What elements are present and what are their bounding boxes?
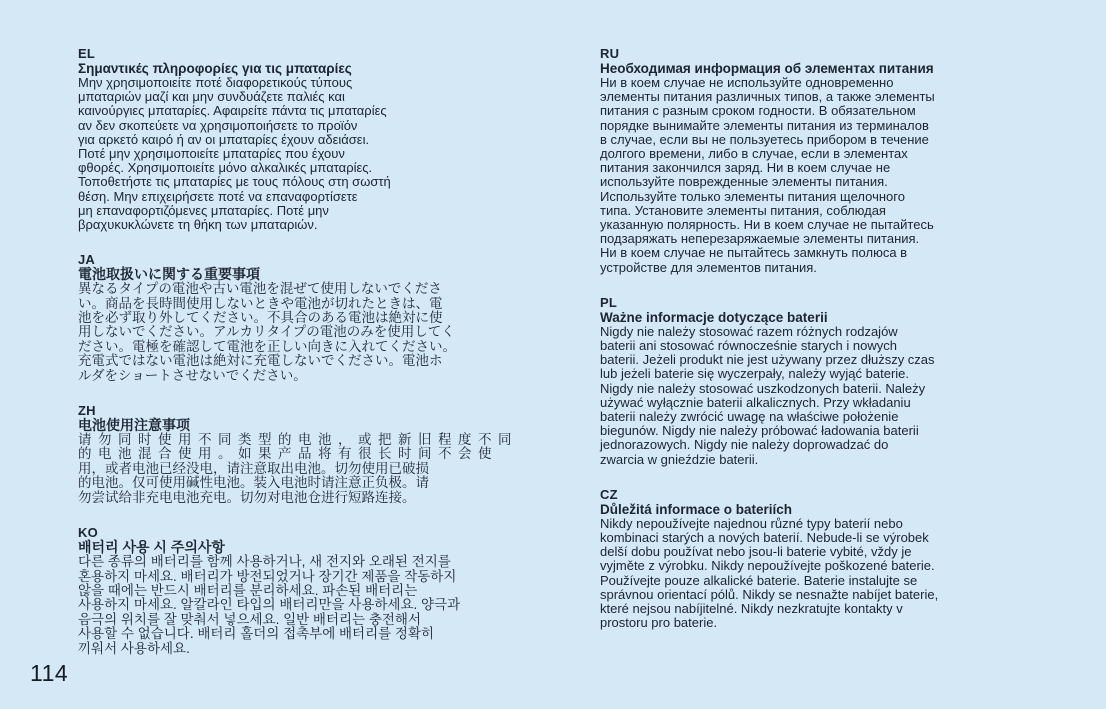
text-line: lub jeżeli baterie się wyczerpały, należy wyjąć baterie. — [600, 366, 910, 382]
text-line: biegunów. Nigdy nie należy próbować ładowania baterii — [600, 423, 919, 439]
text-line: Ποτέ μην χρησιμοποιείτε μπαταρίες που έχουν — [78, 146, 345, 162]
text-line: baterii ani stosować równocześnie starych i nowych — [600, 338, 897, 354]
text-line: Ни в коем случае не пытайтесь замкнуть полюса в — [600, 245, 908, 261]
text-line: питания с разным сроком годности. В обязательном — [600, 103, 916, 119]
text-line: prostoru pro baterie. — [600, 615, 718, 631]
section-code: KO — [78, 525, 98, 541]
text-line: jednorazowych. Nigdy nie należy doprowadzać do — [600, 437, 889, 453]
section-pl — [600, 295, 1068, 467]
section-code: PL — [600, 294, 618, 310]
text-line: указанную полярность. Ни в коем случае не пытайтесь — [600, 217, 934, 233]
text-line: 사용할 수 없습니다. 배터리 홀더의 접촉부에 배터리를 정확히 — [78, 626, 435, 642]
section-title: 電池取扱いに関する重要事項 — [78, 266, 260, 283]
text-line: 的电池混合使用。如果产品将有很长时间不会使 — [78, 446, 498, 462]
text-line: μπαταριών μαζί και μην συνδυάζετε παλιές και — [78, 89, 345, 105]
text-line: delší dobu používat nebo jsou-li baterie vybité, vždy je — [600, 544, 912, 560]
text-line: baterii. Jeżeli produkt nie jest używany przez dłuższy czas — [600, 352, 935, 368]
text-line: správnou orientací pólů. Nikdy se nesnažte nabíjet baterie, — [600, 586, 939, 602]
text-line: ださい。電極を確認して電池を正しい向きに入れてください。 — [78, 338, 456, 354]
text-line: い。商品を長時間使用しないときや電池が切れたときは、電 — [78, 295, 443, 311]
text-line: které nejsou nabíjitelné. Nikdy nezkratujte kontakty v — [600, 601, 903, 617]
text-line: Используйте только элементы питания щелочного — [600, 188, 905, 204]
text-line: подзаряжать неперезаряжаемые элементы питания. — [600, 231, 920, 247]
section-title: Důležitá informace o bateriích — [600, 501, 793, 517]
text-line: αν δεν σκοπεύετε να χρησιμοποιήσετε το προϊόν — [78, 117, 358, 133]
text-line: zwarcia w gnieździe baterii. — [600, 451, 759, 467]
section-title: Необходимая информация об элементах питания — [600, 61, 934, 76]
text-line: 異なるタイプの電池や古い電池を混ぜて使用しないでくださ — [78, 281, 442, 297]
text-line: 的电池。仅可使用碱性电池。装入电池时请注意正负极。请 — [78, 475, 429, 491]
right-column — [600, 46, 1068, 676]
section-code: EL — [78, 46, 96, 61]
text-line: питания закончился заряд. Ни в коем случае не — [600, 160, 891, 176]
section-title: Ważne informacje dotyczące baterii — [600, 309, 828, 325]
section-ja — [78, 252, 550, 383]
text-line: baterii należy zwrócić uwagę na właściwe położenie — [600, 409, 899, 425]
text-line: Τοποθετήστε τις μπαταρίες με τους πόλους στη σωστή — [78, 174, 391, 190]
section-cz — [600, 487, 1068, 631]
text-line: 다른 종류의 배터리를 함께 사용하거나, 새 전지와 오래된 전지를 — [78, 554, 451, 570]
text-line: używać wyłącznie baterii alkalicznych. Przy wkładaniu — [600, 394, 911, 410]
section-ko — [78, 525, 550, 656]
text-line: θέση. Μην επιχειρήσετε ποτέ να επαναφορτίσετε — [78, 188, 358, 204]
text-line: vyjměte z výrobku. Nikdy nepoužívejte poškozené baterie. — [600, 558, 935, 574]
text-line: порядке вынимайте элементы питания из терминалов — [600, 117, 929, 133]
text-line: Ни в коем случае не используйте одновременно — [600, 75, 894, 90]
text-line: φθορές. Χρησιμοποιείτε μόνο αλκαλικές μπαταρίες. — [78, 160, 373, 176]
text-line: используйте поврежденные элементы питания. — [600, 174, 888, 190]
text-line: устройстве для элементов питания. — [600, 259, 817, 275]
text-line: 않을 때에는 반드시 배터리를 분리하세요. 파손된 배터리는 — [78, 582, 418, 598]
text-line: για αρκετό καιρό ή αν οι μπαταρίες έχουν αδειάσει. — [78, 131, 370, 147]
text-line: 사용하지 마세요. 알칼라인 타입의 배터리만을 사용하세요. 양극과 — [78, 597, 461, 613]
text-line: βραχυκυκλώνετε τη θήκη των μπαταριών. — [78, 217, 318, 233]
section-title: 电池使用注意事项 — [78, 417, 190, 434]
section-el — [78, 46, 550, 232]
page-number: 114 — [30, 660, 69, 686]
text-line: Nigdy nie należy stosować uszkodzonych baterii. Należy — [600, 380, 926, 396]
section-code: JA — [78, 252, 96, 268]
text-line: 池を必ず取り外してください。不具合のある電池は絶対に使 — [78, 310, 443, 326]
text-line: 用，或者电池已经没电，请注意取出电池。切勿使用已破损 — [78, 460, 429, 476]
section-code: ZH — [78, 403, 96, 419]
section-body — [78, 433, 550, 505]
section-code: CZ — [600, 486, 618, 502]
section-ru — [600, 46, 1068, 275]
text-line: 勿尝试给非充电电池充电。切勿对电池仓进行短路连接。 — [78, 489, 416, 505]
text-line: 用しないでください。アルカリタイプの電池のみを使用してく — [78, 324, 455, 340]
section-body — [78, 76, 550, 232]
text-line: 혼용하지 마세요. 배터리가 방전되었거나 장기간 제품을 작동하지 — [78, 568, 457, 584]
section-title: Σημαντικές πληροφορίες για τις μπαταρίες — [78, 61, 352, 76]
text-line: типа. Установите элементы питания, соблюдая — [600, 202, 886, 218]
text-line: в случае, если вы не пользуетесь прибором в течение — [600, 131, 929, 147]
section-body — [600, 76, 1068, 275]
section-body — [600, 325, 1068, 467]
text-line: долгого времени, либо в случае, если в элементах — [600, 146, 908, 162]
text-line: Používejte pouze alkalické baterie. Baterie instalujte se — [600, 572, 918, 588]
text-line: 끼워서 사용하세요. — [78, 640, 190, 656]
text-line: 充電式ではない電池は絶対に充電しないでください。電池ホ — [78, 353, 443, 369]
section-title: 배터리 사용 시 주의사항 — [78, 539, 225, 556]
text-line: μη επαναφορτιζόμενες μπαταρίες. Ποτέ μην — [78, 202, 329, 218]
section-body — [600, 517, 1068, 631]
section-code: RU — [600, 46, 620, 61]
text-line: 请勿同时使用不同类型的电池，或把新旧程度不同 — [78, 432, 518, 448]
text-line: Μην χρησιμοποιείτε ποτέ διαφορετικούς τύπους — [78, 75, 353, 90]
section-body — [78, 555, 550, 656]
left-column — [78, 46, 550, 676]
text-line: элементы питания различных типов, а также элементы — [600, 89, 935, 105]
text-line: ルダをショートさせないでください。 — [78, 367, 307, 383]
section-body — [78, 282, 550, 383]
text-line: kombinaci starých a nových baterií. Nebude-li se výrobek — [600, 530, 929, 546]
section-zh — [78, 403, 550, 505]
text-line: Nigdy nie należy stosować razem różnych rodzajów — [600, 323, 898, 339]
text-line: καινούργιες μπαταρίες. Αφαιρείτε πάντα τις μπαταρίες — [78, 103, 387, 119]
text-line: 음극의 위치를 잘 맞춰서 넣으세요. 일반 배터리는 충전해서 — [78, 611, 421, 627]
text-line: Nikdy nepoužívejte najednou různé typy baterií nebo — [600, 515, 903, 531]
